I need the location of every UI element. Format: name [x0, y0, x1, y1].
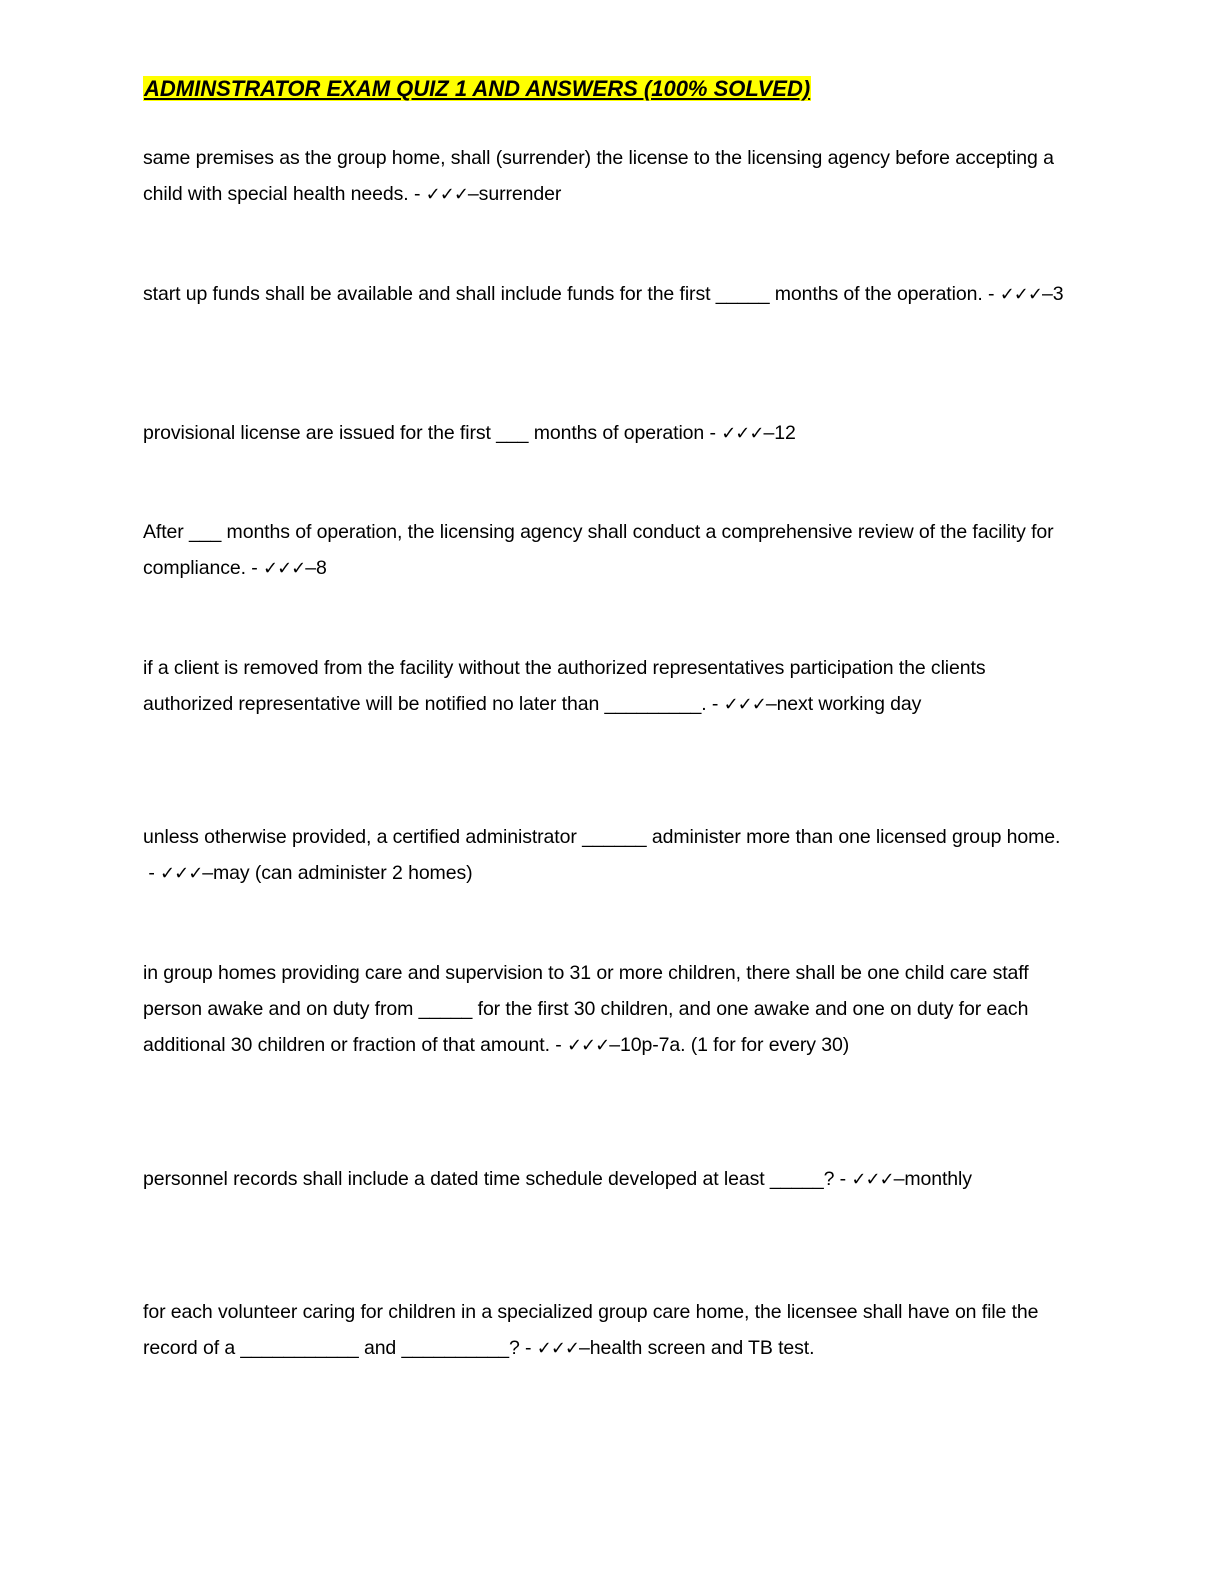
check-marks-icon: ✓✓✓ — [425, 184, 468, 205]
answer-dash: – — [893, 1168, 905, 1190]
check-marks-icon: ✓✓✓ — [999, 284, 1042, 305]
qa-item-9 — [143, 1294, 1078, 1367]
answer-text: 10p-7a. (1 for for every 30) — [619, 1034, 850, 1056]
answer-dash: – — [763, 422, 775, 444]
answer-text: 3 — [1052, 283, 1064, 305]
qa-item-8 — [143, 1161, 1078, 1198]
separator: - — [706, 693, 724, 715]
question-text: start up funds shall be available and shall include funds for the first _____ months of the operation. — [143, 283, 983, 305]
question-text: for each volunteer caring for children in a specialized group care home, the licensee shall have on file the record of a ___________ and __________? — [143, 1301, 1039, 1359]
qa-item-5 — [143, 650, 1078, 723]
question-text: same premises as the group home, shall (surrender) the license to the licensing agency before accepting a child with special health needs. — [143, 147, 1054, 205]
answer-dash: – — [202, 862, 214, 884]
answer-text: next working day — [776, 693, 922, 715]
question-text: personnel records shall include a dated time schedule developed at least _____? — [143, 1168, 835, 1190]
answer-text: monthly — [904, 1168, 972, 1190]
check-marks-icon: ✓✓✓ — [851, 1169, 894, 1190]
separator: - — [704, 422, 722, 444]
separator: - — [143, 862, 161, 884]
qa-item-4 — [143, 514, 1078, 587]
check-marks-icon: ✓✓✓ — [262, 558, 306, 579]
question-text: After ___ months of operation, the licensing agency shall conduct a comprehensive review of the facility for compliance. — [143, 521, 1054, 579]
title-highlight: ADMINSTRATOR EXAM QUIZ 1 AND ANSWERS (100% SOLVED) — [144, 76, 811, 101]
question-text: provisional license are issued for the first ___ months of operation — [143, 422, 705, 444]
answer-dash: – — [305, 557, 316, 579]
qa-item-7 — [143, 955, 1078, 1064]
qa-item-6 — [143, 819, 1078, 892]
check-marks-icon: ✓✓✓ — [160, 863, 203, 884]
check-marks-icon: ✓✓✓ — [566, 1035, 610, 1056]
question-text: unless otherwise provided, a certified administrator ______ administer more than one licensed group home. — [143, 826, 1061, 848]
qa-item-3 — [143, 415, 1078, 452]
document-title — [143, 74, 811, 104]
qa-item-1 — [143, 140, 1078, 213]
answer-dash: – — [609, 1034, 620, 1056]
separator: - — [549, 1034, 567, 1056]
question-text: if a client is removed from the facility without the authorized representatives participation the clients authorized representative will be notified no later than _________. — [143, 657, 986, 715]
qa-item-2 — [143, 276, 1078, 313]
separator: - — [982, 283, 1000, 305]
check-marks-icon: ✓✓✓ — [723, 694, 766, 715]
answer-dash: – — [578, 1337, 590, 1359]
answer-dash: – — [765, 693, 777, 715]
check-marks-icon: ✓✓✓ — [536, 1338, 579, 1359]
answer-text: health screen and TB test. — [589, 1337, 815, 1359]
separator: - — [408, 183, 426, 205]
answer-text: 12 — [774, 422, 796, 444]
answer-dash: – — [1041, 283, 1053, 305]
question-text: in group homes providing care and supervision to 31 or more children, there shall be one child care staff person awake and on duty from _____ for the first 30 children, and one awake and one on duty for each additional 30 children or fraction of that amount. — [143, 962, 1029, 1056]
separator: - — [245, 557, 263, 579]
separator: - — [834, 1168, 852, 1190]
answer-text: may (can administer 2 homes) — [213, 862, 473, 884]
answer-text: surrender — [478, 183, 562, 205]
separator: - — [519, 1337, 537, 1359]
check-marks-icon: ✓✓✓ — [721, 423, 764, 444]
answer-dash: – — [467, 183, 479, 205]
answer-text: 8 — [315, 557, 327, 579]
